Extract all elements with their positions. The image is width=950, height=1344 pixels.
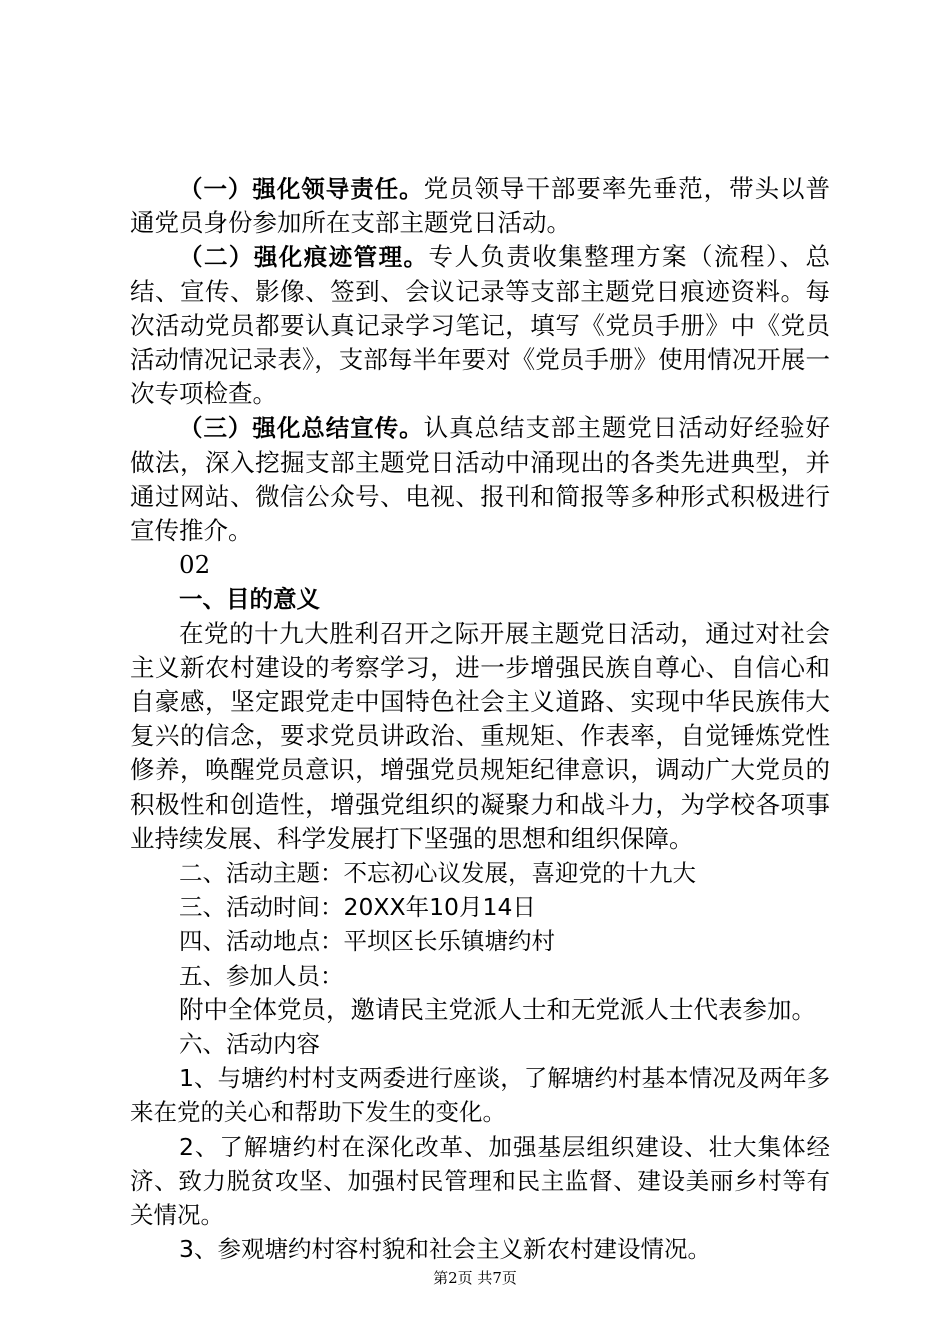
paragraph-lead: （二）强化痕迹管理。	[179, 243, 429, 272]
section-number: 02	[179, 550, 211, 580]
heading-purpose: 一、目的意义	[179, 585, 320, 614]
document-body	[130, 172, 830, 1267]
paragraph-text: 党员领导干部要率先垂范，带头以普通党员身份参加所在支部主题党日活动。	[130, 174, 831, 238]
line-place: 四、活动地点：平坝区长乐镇塘约村	[179, 927, 555, 956]
paragraph-text: 专人负责收集整理方案（流程）、总结、宣传、影像、签到、会议记录等支部主题党日痕迹资料。每次活动党员都要认真记录学习笔记，填写《党员手册》中《党员活动情况记录表》，支部每半年要对《党员手册》使用情况开展一次专项检查。	[130, 242, 830, 409]
heading-content: 六、活动内容	[179, 1030, 320, 1059]
line-theme: 二、活动主题：不忘初心议发展，喜迎党的十九大	[179, 859, 696, 888]
paragraph-lead: （三）强化总结宣传。	[179, 414, 424, 443]
paragraph-leadership	[130, 172, 830, 240]
list-item: 2、了解塘约村在深化改革、加强基层组织建设、壮大集体经济、致力脱贫攻坚、加强村民管理和民主监督、建设美丽乡村等有关情况。	[130, 1132, 830, 1230]
list-item: 1、与塘约村村支两委进行座谈，了解塘约村基本情况及两年多来在党的关心和帮助下发生的变化。	[130, 1064, 830, 1127]
heading-participants: 五、参加人员：	[179, 961, 344, 990]
page-footer: 第2页 共7页	[433, 1269, 517, 1287]
paragraph-records	[130, 240, 830, 411]
line-time: 三、活动时间：20XX年10月14日	[179, 893, 536, 922]
paragraph-text: 认真总结支部主题党日活动好经验好做法，深入挖掘支部主题党日活动中涌现出的各类先进典型，并通过网站、微信公众号、电视、报刊和简报等多种形式积极进行宣传推介。	[130, 413, 831, 546]
list-item: 3、参观塘约村容村貌和社会主义新农村建设情况。	[179, 1235, 711, 1264]
paragraph-purpose: 在党的十九大胜利召开之际开展主题党日活动，通过对社会主义新农村建设的考察学习，进一步增强民族自尊心、自信心和自豪感，坚定跟党走中国特色社会主义道路、实现中华民族伟大复兴的信念，要求党员讲政治、重规矩、作表率，自觉锤炼党性修养，唤醒党员意识，增强党员规矩纪律意识，调动广大党员的积极性和创造性，增强党组织的凝聚力和战斗力，为学校各项事业持续发展、科学发展打下坚强的思想和组织保障。	[130, 618, 830, 853]
paragraph-participants: 附中全体党员，邀请民主党派人士和无党派人士代表参加。	[179, 994, 816, 1024]
paragraph-publicity	[130, 411, 830, 548]
paragraph-lead: （一）强化领导责任。	[179, 175, 424, 203]
